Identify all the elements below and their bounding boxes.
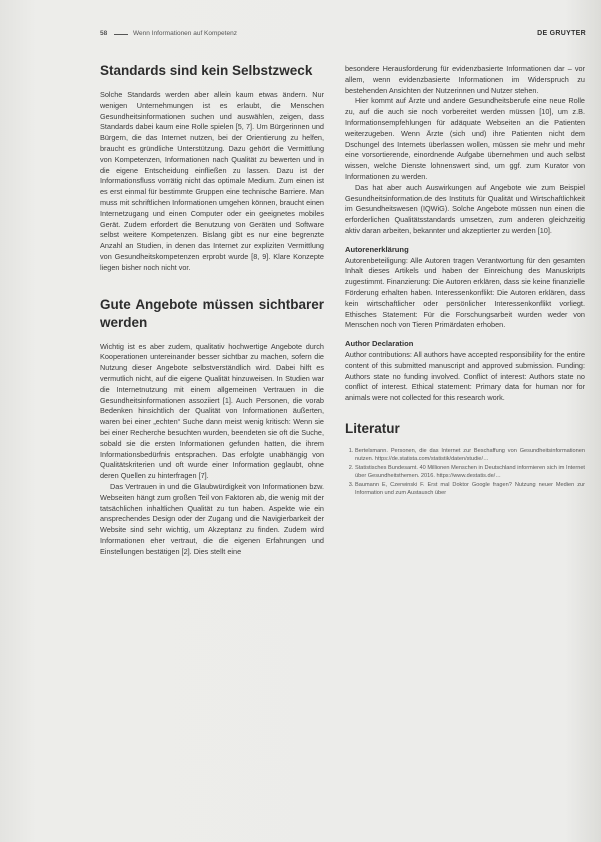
header-rule	[114, 34, 128, 35]
reference-item: 3. Baumann E, Czerwinski F. Erst mal Doktor Google fragen? Nutzung neuer Medien zur Information und zum Austausch über	[355, 482, 585, 497]
section-heading-literatur: Literatur	[345, 420, 400, 436]
page-header	[100, 30, 586, 42]
paragraph: Hier kommt auf Ärzte und andere Gesundheitsberufe eine neue Rolle zu, auf die auch sie noch vorbereitet werden müssen [10], um z.B. Informationsempfehlungen für adäquate Webseiten an die Patienten weiterzugeben. Wenn Ärzte (sich und) ihre Patienten nicht dem Dschungel des Internets überlassen wollen, müssen sie mehr und mehr eine vorsortierende, einordnende Aufgabe übernehmen und auch selbst wissen, welche Dienste lohnenswert sind, um ggf. zum Kurator von Informationen zu werden.	[345, 96, 585, 181]
section-heading-angebote: Gute Angebote müssen sichtbarer werden	[100, 296, 324, 330]
paragraph: Wichtig ist es aber zudem, qualitativ hochwertige Angebote durch Kooperationen untereinander besser sichtbar zu machen, sofern die Nutzung dieser Angebote selbstverständlich wird. Dabei hilft es vermutlich nicht, auf die eigene Qualität hinzuweisen. In Studien war die Internetnutzung mit einem allgemeinen Vertrauen in die Gesundheitsinformationen assoziiert [1]. Auch Personen, die vorab Bedenken hinsichtlich der Qualität von Informationen äußerten, waren bei einer „echten“ Suche dann meist wenig kritisch: Wenn sie bei einer Recherche besuchten wurden, beendeten sie oft die Suche, sobald sie die ersten Informationen gefunden hatten, die ihrem Informationsbedürfnis entsprachen. Das erfolgte unabhängig von Qualitätskriterien und oft wurde einer Information geglaubt, ohne deren Quellen zu hinterfragen [7].	[100, 341, 324, 481]
publisher-name: DE GRUYTER	[537, 30, 586, 37]
paragraph: besondere Herausforderung für evidenzbasierte Informationen dar – vor allem, wenn evidenzbasierte Informationen im Widerspruch zu bestehenden Ansichten der Nutzerinnen und Nutzer stehen.	[345, 64, 585, 95]
declaration-text-de: Autorenbeteiligung: Alle Autoren tragen Verantwortung für den gesamten Inhalt dieses Artikels und haben der Einreichung des Manuskripts zugestimmt. Finanzierung: Die Autoren erklären, dass sie keine finanzielle Förderung erhalten haben. Interessenkonflikt: Die Autoren erklären, dass kein wirtschaftlicher oder persönlicher Interessenkonflikt vorliegt. Ethisches Statement: Für die Forschungsarbeit wurden weder von Menschen noch von Tieren Primärdaten erhoben.	[345, 255, 585, 330]
declaration-heading-de: Autorenerklärung	[345, 244, 409, 254]
right-column	[345, 64, 585, 499]
left-column	[100, 62, 324, 557]
paragraph: Solche Standards werden aber allein kaum etwas ändern. Nur wenigen Unternehmungen ist es erlaubt, die Menschen Gesundheitsinformationen suchen und auswählen, zeigen, dass Standards dabei kaum eine Rolle spielen [5, 7]. Um Bürgerinnen und Bürgern, die das Internet nutzen, bei der Orientierung zu helfen, braucht es gründliche Unterstützung. Dazu gehört die Vermittlung von Kompetenzen, Informationen nach Qualität zu bewerten und in die eigene Entscheidung einfließen zu lassen. Dazu ist der Informationsfluss vorrätig nicht das optimale Medium. Zum einen ist es erst einmal für bestimmte Gruppen eine technische Barriere. Man muss mit schriftlichen Informationen umgehen können, braucht einen Internetzugang und einen Computer oder ein geeignetes mobiles Gerät. Zudem erfordert die Benutzung von Geräten und Software selbst weitere Kompetenzen. Bislang gibt es nur eine begrenzte Anzahl an Studien, in denen das Internet zur expliziten Vermittlung von Gesundheitskompetenzen erprobt wurde [8, 9]. Klare Konzepte liegen bisher noch nicht vor.	[100, 90, 324, 272]
declaration-heading-en: Author Declaration	[345, 339, 414, 349]
running-title: Wenn Informationen auf Kompetenz	[133, 30, 237, 37]
page-number: 58	[100, 30, 108, 37]
reference-list	[345, 448, 585, 498]
section-heading-standards: Standards sind kein Selbstzweck	[100, 63, 313, 78]
reference-item: 2. Statistisches Bundesamt. 40 Millionen Menschen in Deutschland informieren sich im Internet über Gesundheitsthemen. 2016. https://www.destatis.de/…	[355, 465, 585, 480]
paragraph: Das Vertrauen in und die Glaubwürdigkeit von Informationen bzw. Webseiten hängt zum großen Teil von Faktoren ab, die wenig mit der tatsächlichen inhaltlichen Qualität zu tun haben. Aspekte wie ein ansprechendes Design oder der Zugang und die Navigierbarkeit der Website sind sehr wichtig, um Akzeptanz zu finden. Zudem wird Informationen eher vertraut, die die eigenen Erfahrungen und Einstellungen bestätigen [2]. Dies stellt eine	[100, 481, 324, 556]
declaration-text-en: Author contributions: All authors have accepted responsibility for the entire content of this submitted manuscript and approved submission. Funding: Authors state no funding involved. Conflict of interest: Authors state no conflict of interest. Ethical statement: Primary data for human nor for animals were not collected for this research work.	[345, 349, 585, 403]
reference-item: 1. Bertelsmann. Personen, die das Internet zur Beschaffung von Gesundheitsinformationen nutzen. https://de.statista.com/statistik/daten/studie/…	[355, 448, 585, 463]
paragraph: Das hat aber auch Auswirkungen auf Angebote wie zum Beispiel Gesundheitsinformation.de des Instituts für Qualität und Wirtschaftlichkeit im Gesundheitswesen (IQWiG). Solche Angebote müssen nun einen die erforderlichen Qualitätsstandards umsetzen, zum anderen gleichzeitig aktiv daran arbeiten, bekannter und akzeptierter zu werden [10].	[345, 182, 585, 235]
